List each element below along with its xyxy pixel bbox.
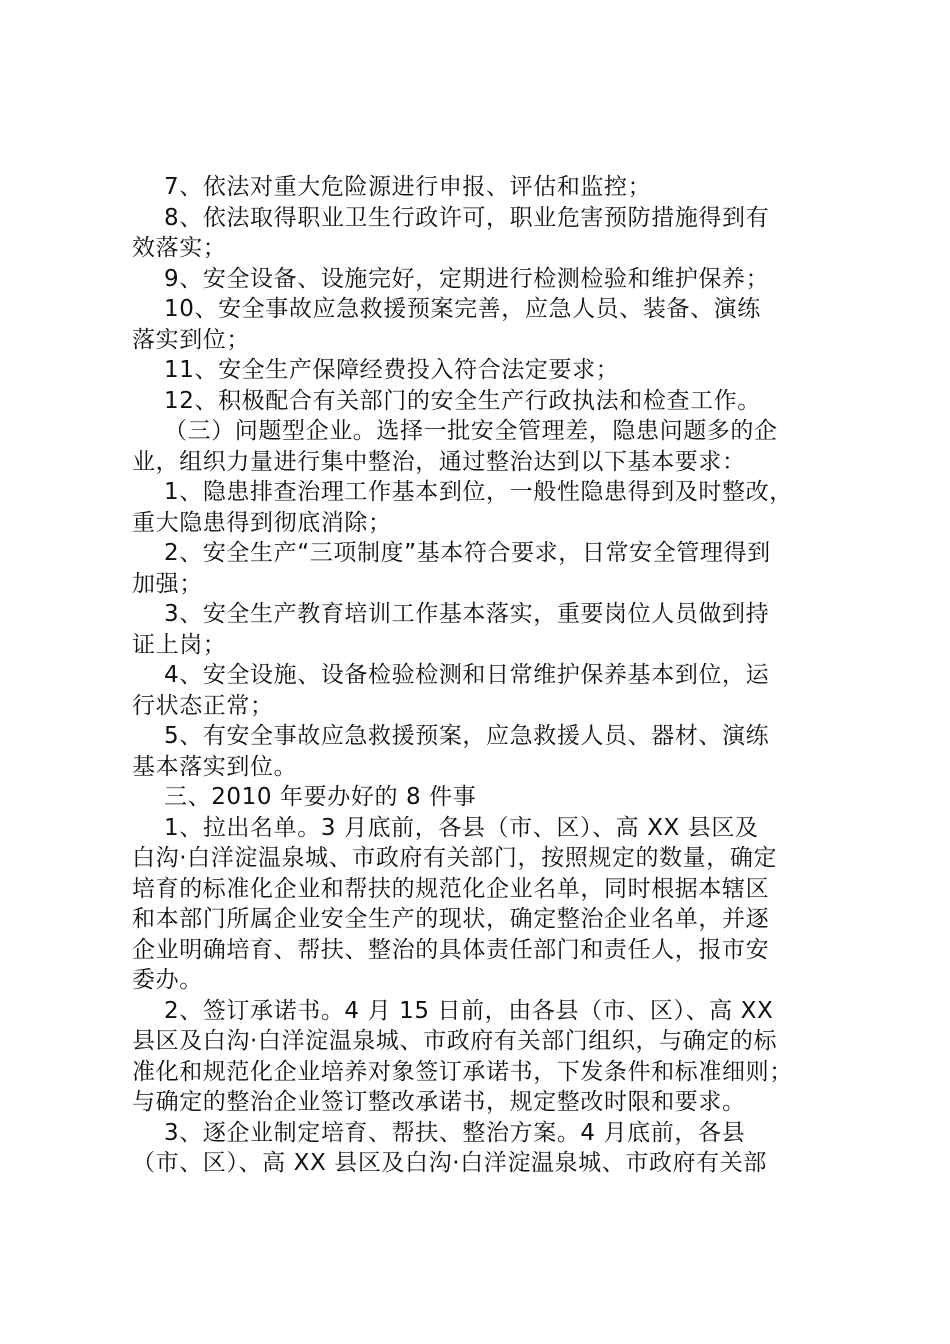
text-line: 7、依法对重大危险源进行申报、评估和监控； [164, 174, 652, 200]
text-line: 3、安全生产教育培训工作基本落实，重要岗位人员做到持 [164, 601, 770, 627]
text-line: 重大隐患得到彻底消除； [132, 509, 392, 536]
paragraph [132, 660, 844, 721]
text-line: 基本落实到位。 [132, 753, 298, 780]
paragraph [132, 1118, 844, 1179]
text-line: 县区及白沟·白洋淀温泉城、市政府有关部门组织，与确定的标 [132, 1028, 778, 1054]
text-line: 和本部门所属企业安全生产的现状，确定整治企业名单，并逐 [132, 906, 770, 932]
text-line: 委办。 [132, 967, 203, 993]
text-line: 2、安全生产“三项制度”基本符合要求，日常安全管理得到 [164, 540, 771, 566]
text-line: 效落实； [132, 235, 227, 261]
paragraph [132, 386, 844, 417]
text-line: 培育的标准化企业和帮扶的规范化企业名单，同时根据本辖区 [132, 875, 770, 902]
paragraph [132, 782, 844, 813]
paragraph [132, 996, 844, 1118]
document-body [132, 172, 844, 1179]
text-line: 行状态正常； [132, 692, 274, 719]
paragraph [132, 721, 844, 782]
text-line: 10、安全事故应急救援预案完善，应急人员、装备、演练 [164, 296, 761, 322]
paragraph [132, 813, 844, 996]
text-line: 1、隐患排查治理工作基本到位，一般性隐患得到及时整改， [164, 479, 793, 505]
text-line: 11、安全生产保障经费投入符合法定要求； [164, 357, 620, 383]
text-line: 落实到位； [132, 326, 250, 353]
text-line: 12、积极配合有关部门的安全生产行政执法和检查工作。 [164, 387, 761, 414]
text-line: 证上岗； [132, 631, 227, 658]
text-line: 准化和规范化企业培养对象签订承诺书，下发条件和标准细则； [132, 1058, 793, 1085]
paragraph [132, 264, 844, 295]
text-line: （三）问题型企业。选择一批安全管理差，隐患问题多的企 [164, 418, 778, 444]
paragraph [132, 172, 844, 203]
text-line: 1、拉出名单。3 月底前，各县（市、区）、高 XX 县区及 [164, 814, 759, 841]
text-line: 三、2010 年要办好的 8 件事 [164, 784, 477, 810]
paragraph [132, 538, 844, 599]
text-line: 加强； [132, 570, 203, 597]
text-line: 业，组织力量进行集中整治，通过整治达到以下基本要求： [132, 448, 746, 475]
text-line: 3、逐企业制定培育、帮扶、整治方案。4 月底前，各县 [164, 1119, 746, 1146]
text-line: 9、安全设备、设施完好，定期进行检测检验和维护保养； [164, 265, 770, 292]
text-line: 企业明确培育、帮扶、整治的具体责任部门和责任人，报市安 [132, 936, 770, 963]
text-line: 白沟·白洋淀温泉城、市政府有关部门，按照规定的数量，确定 [132, 845, 778, 871]
text-line: 8、依法取得职业卫生行政许可，职业危害预防措施得到有 [164, 204, 770, 231]
text-line: 2、签订承诺书。4 月 15 日前，由各县（市、区）、高 XX [164, 997, 774, 1024]
text-line: 4、安全设施、设备检验检测和日常维护保养基本到位，运 [164, 662, 770, 688]
paragraph [132, 599, 844, 660]
text-line: 与确定的整治企业签订整改承诺书，规定整改时限和要求。 [132, 1089, 746, 1115]
paragraph [132, 355, 844, 386]
text-line: 5、有安全事故应急救援预案，应急救援人员、器材、演练 [164, 723, 770, 749]
text-line: （市、区）、高 XX 县区及白沟·白洋淀温泉城、市政府有关部 [132, 1150, 767, 1176]
paragraph [132, 203, 844, 264]
paragraph [132, 477, 844, 538]
paragraph [132, 294, 844, 355]
paragraph [132, 416, 844, 477]
